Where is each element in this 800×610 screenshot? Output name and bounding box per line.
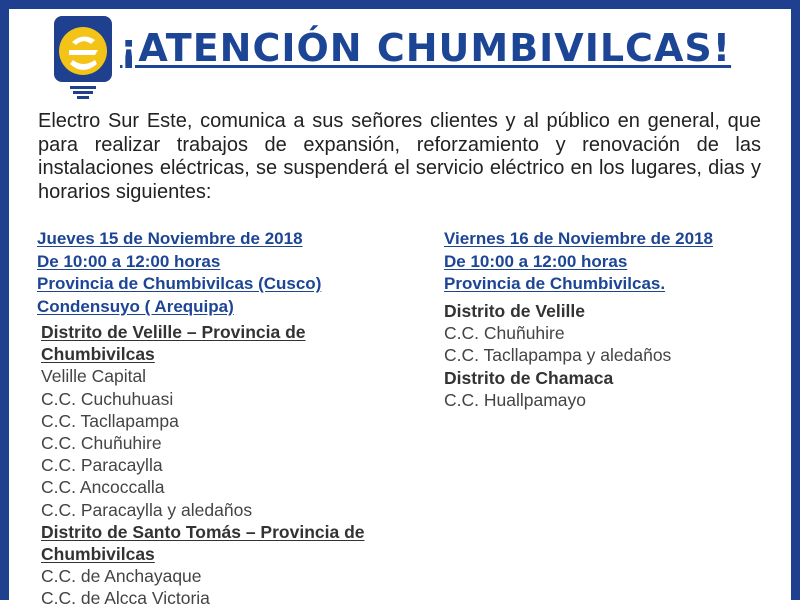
schedule-hours: De 10:00 a 12:00 horas	[37, 251, 221, 271]
schedule-header-friday	[444, 228, 713, 296]
list-item: C.C. Chuñuhire	[41, 433, 162, 454]
list-item: C.C. Ancoccalla	[41, 477, 165, 498]
schedule-date: Jueves 15 de Noviembre de 2018	[37, 229, 303, 248]
district-name: Distrito de Chamaca	[444, 367, 614, 388]
list-item: C.C. Huallpamayo	[444, 389, 586, 410]
border-left	[0, 0, 9, 600]
list-item: C.C. Tacllapampa y aledaños	[444, 345, 672, 366]
friday-locations	[444, 300, 784, 411]
district-name-cont: Chumbivilcas	[41, 544, 155, 565]
intro-paragraph: Electro Sur Este, comunica a sus señores clientes y al público en general, que para realizar trabajos de expansión, reforzamiento y renovación de las instalaciones eléctricas, se suspenderá el servicio eléctrico en los lugares, dias y horarios siguientes:	[38, 110, 761, 203]
schedule-date: Viernes 16 de Noviembre de 2018	[444, 229, 714, 248]
schedule-province: Provincia de Chumbivilcas (Cusco)	[37, 274, 322, 293]
border-top	[0, 0, 800, 9]
list-item: C.C. de Alcca Victoria	[41, 588, 210, 609]
border-right	[791, 0, 800, 600]
district-name: Distrito de Velille	[444, 301, 586, 321]
schedule-hours: De 10:00 a 12:00 horas	[444, 251, 628, 271]
schedule-province: Provincia de Chumbivilcas.	[444, 274, 666, 293]
list-item: C.C. Chuñuhire	[444, 323, 565, 344]
schedule-header-thursday	[37, 228, 321, 318]
list-item: C.C. Tacllapampa	[41, 410, 179, 431]
district-name: Distrito de Velille – Provincia de	[41, 322, 306, 342]
list-item: C.C. Paracaylla y aledaños	[41, 499, 253, 520]
schedule-province-2: Condensuyo ( Arequipa)	[37, 296, 234, 316]
list-item: C.C. Paracaylla	[41, 455, 163, 476]
electro-sur-este-logo-icon	[52, 16, 114, 102]
district-name-cont: Chumbivilcas	[41, 344, 155, 365]
page-title: ¡ATENCIÓN CHUMBIVILCAS!	[120, 26, 732, 70]
list-item: Velille Capital	[41, 366, 147, 387]
list-item: C.C. Cuchuhuasi	[41, 388, 174, 409]
thursday-locations	[41, 321, 401, 610]
list-item: C.C. de Anchayaque	[41, 566, 202, 587]
district-name: Distrito de Santo Tomás – Provincia de	[41, 521, 365, 542]
